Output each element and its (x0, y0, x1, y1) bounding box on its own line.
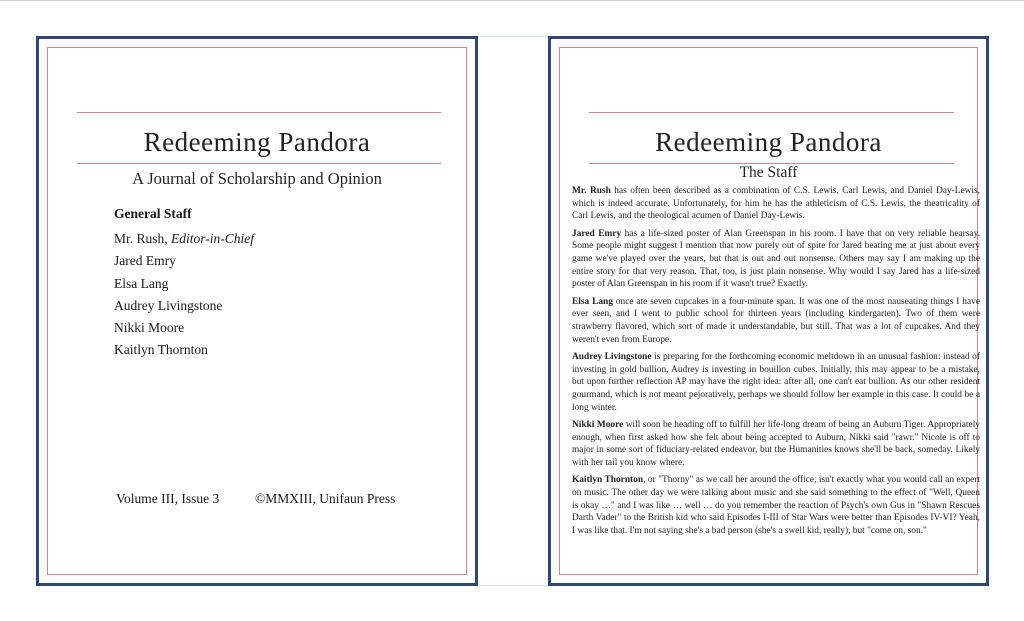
bio-name: Elsa Lang (572, 296, 613, 307)
page-gutter (478, 36, 548, 586)
bio-paragraph (572, 185, 980, 223)
bio-name: Nikki Moore (572, 419, 624, 430)
bio-name: Mr. Rush (572, 186, 611, 196)
right-page (548, 36, 989, 586)
right-page-inner-border (559, 47, 981, 575)
journal-title: Redeeming Pandora (655, 127, 882, 157)
bio-name: Kaitlyn Thornton (572, 475, 644, 486)
bio-name: Jared Emry (572, 228, 622, 239)
bio-paragraph (572, 351, 980, 415)
general-staff-heading: General Staff (114, 206, 192, 221)
staff-bios (572, 185, 980, 542)
title-top-rule (77, 112, 441, 113)
staff-name: Mr. Rush, (114, 231, 168, 246)
window-top-edge (0, 0, 1024, 1)
staff-name: Audrey Livingstone (114, 297, 223, 313)
bio-text: will soon be heading off to fulfill her life-long dream of being an Auburn Tiger. Appropriately enough, when first asked how she felt about being accepted to Auburn, Nikki said "rawr." Nicole is off to major in some sort of fiduciary-related endeavor, but the Humanities knows she'll be back, someday. Likely with her tail you know where. (572, 419, 980, 469)
copyright-notice: ©MMXIII, Unifaun Press (255, 491, 396, 506)
staff-page-subtitle: The Staff (739, 164, 798, 181)
journal-title: Redeeming Pandora (143, 127, 371, 157)
bio-paragraph (572, 228, 980, 292)
left-page (36, 36, 478, 586)
staff-name: Elsa Lang (114, 275, 169, 291)
title-top-rule (589, 112, 954, 113)
bio-paragraph (572, 419, 980, 470)
bio-name: Audrey Livingstone (572, 351, 652, 362)
staff-item (114, 228, 254, 250)
bio-paragraph (572, 474, 980, 538)
staff-role: Editor-in-Chief (171, 231, 254, 246)
staff-list (114, 228, 254, 362)
staff-name: Kaitlyn Thornton (114, 342, 208, 358)
bio-text: , or "Thorny" as we call her around the office, isn't exactly what you would call an expert on music. The other day we were talking about music and she said something to the effect of "Well, Queen is okay …" and I was like … well … do you remember the reaction of Psych's own Gus in "Shawn Rescues Darth Vader" to the British kid who said Episodes I-III of Star Wars were better than Episodes IV-VI? Yeah, I was like that. I'm not saying she's a bad person (she's a swell kid, really), but "come on, son." (572, 475, 980, 537)
title-bottom-rule (77, 163, 441, 164)
bio-text: has often been described as a combination of C.S. Lewis, Carl Lewis, and Daniel Day-Lewis, which is indeed accurate. Unfortunately, for him he has the athleticism of C.S. Lewis, the theatricality of Carl Lewis, and the theological acumen of Daniel Day-Lewis. (572, 186, 980, 222)
staff-item (114, 273, 254, 295)
volume-issue: Volume III, Issue 3 (116, 491, 220, 506)
staff-name: Jared Emry (114, 253, 176, 269)
staff-item (114, 295, 254, 317)
staff-item (114, 317, 254, 339)
left-page-inner-border (47, 47, 467, 575)
bio-text: is preparing for the forthcoming economic meltdown in an unusual fashion: instead of investing in gold bullion, Audrey is investing in bouillon cubes. Initially, this may appear to be a mistake, but upon further reflection AP may have the right idea: after all, one can't eat bullion. As our other resident gourmand, which is not meant pejoratively, perhaps we should follow her example in this case. It could be a long winter. (572, 351, 980, 413)
staff-item (114, 250, 254, 272)
bio-paragraph (572, 296, 980, 347)
bio-text: once ate seven cupcakes in a four-minute span. It was one of the most nauseating things I have ever seen, and I went to public school for thirteen years (including kindergarten). Two of them were strawberry flavored, which sort of made it understandable, but still. That was a lot of cupcakes. And they weren't even from Europe. (572, 296, 980, 345)
bio-text: has a life-sized poster of Alan Greenspan in his room. I have that on very reliable hearsay. Some people might suggest I mention that now purely out of spite for Jared beating me at just about every game we've played over the years, but that is out and out nonsense. Others may say I am making up the entire story for that very reason. That, too, is just plain nonsense. Why would I say Jared has a life-sized poster of Alan Greenspan in his room if it wasn't true? Exactly. (572, 228, 981, 290)
staff-name: Nikki Moore (114, 320, 185, 336)
staff-item (114, 339, 254, 361)
journal-subtitle: A Journal of Scholarship and Opinion (132, 169, 382, 188)
